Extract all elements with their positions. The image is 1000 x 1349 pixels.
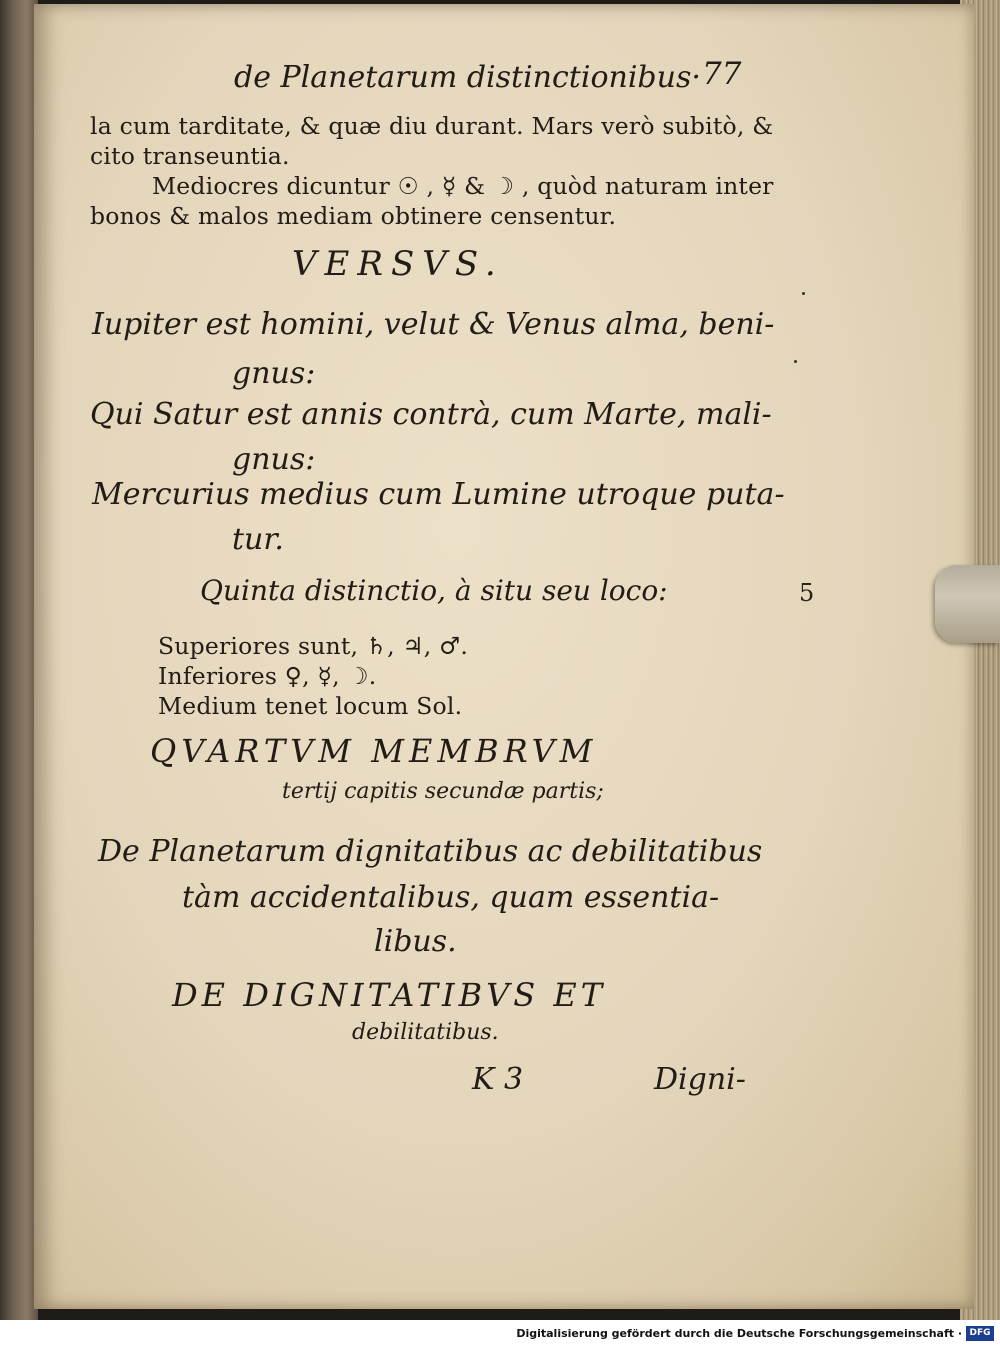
- section-subheading: tertij capitis secundæ partis;: [282, 779, 604, 804]
- text-line: cito transeuntia.: [90, 142, 290, 170]
- verse-line: gnus:: [232, 442, 316, 477]
- text-line: Mediocres dicuntur ☉ , ☿ & ☽ , quòd naturam inter: [152, 172, 774, 200]
- verse-line: tur.: [232, 522, 284, 557]
- signature-mark: K 3: [472, 1062, 524, 1097]
- footer-bar: [0, 1320, 1000, 1349]
- margin-dot: [794, 360, 797, 363]
- section-title-line: De Planetarum dignitatibus ac debilitatibus: [98, 834, 763, 869]
- book-spine-edge: [0, 0, 38, 1320]
- subsection-subheading: debilitatibus.: [352, 1020, 499, 1045]
- quinta-heading: Quinta distinctio, à situ seu loco:: [200, 574, 668, 607]
- margin-mark: 5: [799, 579, 815, 607]
- page-number: 77: [702, 56, 742, 92]
- versus-heading: VERSVS.: [292, 244, 504, 284]
- dfg-logo-icon: DFG: [966, 1326, 994, 1341]
- book-page: [34, 4, 974, 1309]
- section-title-line: tàm accidentalibus, quam essentia-: [182, 880, 720, 915]
- section-heading: QVARTVM MEMBRVM: [150, 732, 598, 770]
- verse-line: Mercurius medius cum Lumine utroque puta-: [92, 477, 785, 512]
- catchword: Digni-: [654, 1062, 746, 1097]
- text-line: Inferiores ♀, ☿, ☽.: [158, 662, 377, 690]
- section-title-line: libus.: [374, 924, 457, 959]
- verse-line: gnus:: [232, 356, 316, 391]
- running-head: de Planetarum distinctionibus·: [234, 60, 701, 95]
- subsection-heading: DE DIGNITATIBVS ET: [172, 976, 607, 1014]
- text-line: Superiores sunt, ♄, ♃, ♂.: [158, 632, 469, 660]
- funding-credit: Digitalisierung gefördert durch die Deutsche Forschungsgemeinschaft ·: [516, 1327, 962, 1340]
- book-clip: [935, 565, 1000, 643]
- verse-line: Qui Satur est annis contrà, cum Marte, mali-: [90, 397, 772, 432]
- text-line: Medium tenet locum Sol.: [158, 692, 463, 720]
- verse-line: Iupiter est homini, velut & Venus alma, beni-: [92, 307, 775, 342]
- margin-dot: [802, 292, 805, 295]
- text-line: bonos & malos mediam obtinere censentur.: [90, 202, 617, 230]
- text-line: la cum tarditate, & quæ diu durant. Mars verò subitò, &: [90, 112, 774, 140]
